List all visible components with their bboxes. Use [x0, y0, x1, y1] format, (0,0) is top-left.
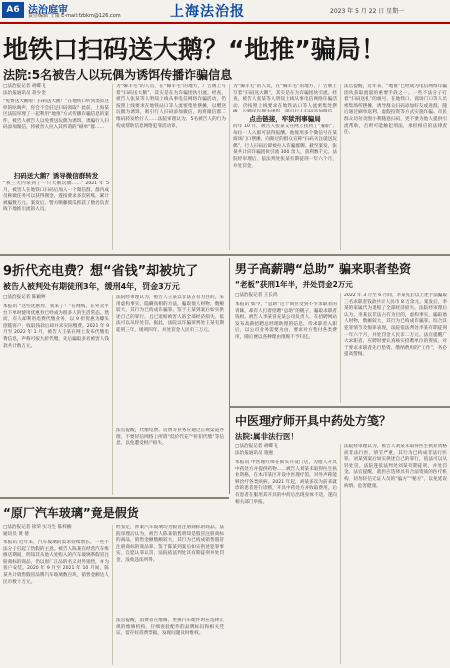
- story5-col-1: 本报讯 中医理疗师在街头开设门店，为他人开具中药处方并提供药物……被告人刘某未取得医生执业资格，在本市某区开设中医理疗馆，对外声称能够治疗各类疾病。2021 年起，刘某多次为前来就诊的患者进行诊断，开具中药处方并收取费用。后有患者在服用其开具的中药后出现身体不适，遂向相关部门举报。: [235, 460, 337, 505]
- story5-subheadline: 法院:属非法行医！: [235, 432, 298, 441]
- story2-subheadline: 被告人被判处有期徒刑3年，缓刑4年，罚金3万元: [3, 282, 180, 291]
- lead-headline: 地铁口扫码送大鹅？“地推”骗局！: [3, 35, 386, 64]
- section-name: 法治庭审: [28, 5, 68, 16]
- story5-byline: □法治报记者 胡蝶飞 法治报通讯员 施惠: [235, 444, 278, 456]
- story3-subheadline: “老板”获刑1年半，并处罚金2万元: [235, 280, 353, 289]
- lead-subheadline: 法院:5名被告人以玩偶为诱饵传播诈骗信息: [3, 68, 233, 82]
- story3-col-2: 2022 年 3 月至 6 月间，李某先后以上述手法骗取三名求职者钱款共计人民币 8 万余元。案发后，李某的家属代为退赔了全部经济损失。法院经审理后认为，李某以非法占有为目的，虚构事实，骗取他人财物，数额较大，其行为已构成诈骗罪。综合其犯罪情节及悔罪表现，法院依法判处李某有期徒刑一年六个月，并处罚金人民币二万元。法官提醒广大求职者，应聘时要认真核实招聘单位的资质，对于要求求职者先行垫资、缴纳费用的“工作”，务必提高警惕。: [344, 293, 447, 358]
- story4-col-3: 法官提醒，消费者在维修、更换汽车配件时应选择正规的维修机构，仔细查验配件的品牌标识和相关凭证，留存好消费票据，发现问题及时维权。: [116, 618, 224, 637]
- section-badge: A6: [2, 2, 24, 18]
- column-divider: [229, 84, 230, 250]
- story2-byline: □法治报记者 陈颖婷: [3, 295, 46, 300]
- lead-col-1b: “我三天内拿到了一只大鹅玩偶……” 2021 年 5 月，被害人在地铁口扫码后加入一个微信群，群内成员称做任务可以获得佣金，遂按要求多次转账，累计被骗数万元。案发后，警方顺藤摸瓜抓获了数名负责线下地推引流的人员。: [3, 181, 109, 213]
- story2-headline: 9折代充电费？想“省钱”却被坑了: [3, 264, 199, 279]
- section-divider: [229, 258, 230, 494]
- lead-col3-subhead: 点击链接，牢狱刑事骗局: [249, 115, 321, 123]
- story2-col-1: 本报讯 “这些优惠券，我来了！”在网购、在外卖平台下单时使用优惠券已经成为很多人的生活常态。然而，有人却利用电费代缴业务，以 9 折优惠为噱头招揽客户，收取钱款后却并未实际缴费。2021 年 9 月至 2022 年 1 月，被告人王某在网上发布代缴电费信息，声称可按九折代缴，先后骗取多名被害人钱款共计数万元。: [3, 304, 109, 349]
- lead-col-4: 法官提醒，近年来，“地推”已经成为电信网络诈骗团伙获取流量的重要手段之一。一些不法分子打着“扫码送礼”的旗号，在地铁口、商场门口等人员密集场所摆摊，诱导群众扫码添加好友或进群，随后通过刷单返利、虚假投资等方式实施诈骗。市民群众切勿贪图小利随意扫码，更不要为他人提供引流帮助，否则可能触犯刑法，承担相应的法律责任。: [344, 84, 447, 136]
- lead-col-1: “免费送大鹅啦！扫码送大鹅！”在地铁口听到类似这样的吆喝声，你会不会驻足扫码领取？此前，上海某区法院审理了一起利用“地推”方式传播诈骗信息的案件，被告人被告人以免费送玩偶为诱饵，诱骗行人扫码添加微信，将被害人拉入其所谓的“刷单”群……: [3, 99, 109, 131]
- story4-headline: “原厂汽车玻璃”竟是假货: [3, 506, 139, 520]
- section-divider: [0, 254, 450, 256]
- section-divider: [0, 497, 229, 499]
- issue-date: 2023 年 5 月 22 日 星期一: [330, 8, 405, 15]
- paper-name: 上海法治报: [170, 4, 245, 20]
- lead-byline: □法治报记者 胡蝶飞 法治报通讯员 蒋少金: [3, 84, 46, 96]
- story4-byline: □法治报记者 徐荣 实习生 陈梓楠 通讯员 黄 倩: [3, 525, 72, 537]
- story4-col-2: 经鉴定，涉案汽车玻璃均为假冒注册商标的商品。法院审理后认为，被告人陈某销售明知是假冒注册商标的商品，销售金额数额较大，其行为已构成销售假冒注册商标的商品罪。鉴于陈某到案后如实供述犯罪事实，自愿认罪认罚，法院依法判处其有期徒刑并处罚金，没收违法所得。: [116, 525, 224, 563]
- story2-col-2: 法院经审理认为，被告人王某以非法占有为目的，采用虚构事实、隐瞒真相的方法，骗取他人财物，数额较大，其行为已构成诈骗罪。鉴于王某到案后如实供述自己的罪行，且已退赔被害人的全部经济损失，依法可以从轻处罚。据此，法院以诈骗罪判处王某有期徒刑三年，缓刑四年，并处罚金人民币三万元。: [116, 295, 224, 333]
- lead-col-3a: 为“薅羊毛”的人员，在“薅羊毛”的地方，广告牌上写着“扫码送大鹅”，其实是在为诈骗团伙引流。经查，被告人张某等人明知上线从事电信网络诈骗活动，仍按照上线要求在地铁站口等人流密集处摆: [233, 84, 337, 109]
- column-divider: [340, 84, 341, 250]
- story5-col-2: 法院经审理认为，被告人刘某未取得医生执业资格而非法行医，情节严重，其行为已构成非法行医罪。刘某到案后如实供述自己的罪行，依法可以从轻处罚。法院遂依法判处刘某有期徒刑，并处罚金。法官提醒，就医应选择具有合法资质的医疗机构，切勿轻信无证人员的“偏方”“秘方”，以免延误病情、危害健康。: [344, 444, 447, 489]
- column-divider: [112, 525, 113, 665]
- lead-col1-subhead: 扫码送大鹅？诱导微信群转发: [13, 172, 99, 180]
- story3-col-1: 本报讯 如今，“总助”这个岗位受到不少求职者的青睐，却有人打着招聘“总助”的幌子，骗取求职者钱财。被告人李某冒充某公司负责人，在招聘网站发布高薪招聘总经理助理的信息，待求职者入职后，以公司业务需要为由，要求对方垫付各类费用，随后便以各种理由推脱不予归还。: [235, 302, 337, 340]
- section-divider: [230, 406, 450, 408]
- lead-col-2: 为“薅羊毛”的人员，在“薅羊毛”的地方，广告牌上写着“扫码送大鹅”，其实是在为诈骗团伙引流。经查，被告人张某等人明知上线从事电信网络诈骗活动，仍按照上线要求在地铁站口等人流密集处摆摊，以赠送玩偶为诱饵，吸引行人扫码添加微信，再将微信群二维码转发给行人……法院审理认为，5名被告人的行为构成帮助信息网络犯罪活动罪。: [116, 84, 226, 129]
- column-divider: [340, 293, 341, 403]
- column-divider: [112, 84, 113, 250]
- story4-col-1: 本报讯 近年来，汽车玻璃的需求持续增长，一些不法分子打起了售假的主意。被告人陈某在经营汽车维修店期间，明知其从他人处购入的汽车玻璃系假冒注册商标的商品，仍以原厂正品的名义对外销售，并为客户安装。2020 年 9 月至 2021 年 10 月间，陈某共计销售假冒品牌汽车玻璃数百块，销售金额达人民币数十万元。: [3, 540, 109, 585]
- column-divider: [340, 444, 341, 664]
- editors-line: 责任编辑 王康 E-mail:fzbkm@126.com: [28, 13, 121, 19]
- story3-byline: □法治报记者 王长鸿: [235, 293, 278, 298]
- story2-col-3: 法官提醒，代缴电费、话费等业务应通过正规渠道办理，不要轻信网络上所谓“低价代充”“折扣代缴”等信息，以免遭受财产损失。: [116, 428, 224, 447]
- story5-headline: 中医理疗师开具中药处方笺？: [235, 414, 392, 428]
- lead-col-3: 同年 10 月，被告人张某又在网上找到了“兼职”，每拉一人入群可获得报酬。他使用多个微信号在某商场门口摆摊，向路过的群众宣称“扫码关注就送玩偶”，行人扫码后即被拉入诈骗群聊。截至案发，张某共计向诈骗团伙引流 300 余人，获利数千元。法院经审理后，依法判处张某有期徒刑一年六个月，并处罚金。: [233, 124, 337, 169]
- column-divider: [112, 295, 113, 495]
- story3-headline: 男子高薪聘“总助” 骗来职者垫资: [235, 262, 411, 276]
